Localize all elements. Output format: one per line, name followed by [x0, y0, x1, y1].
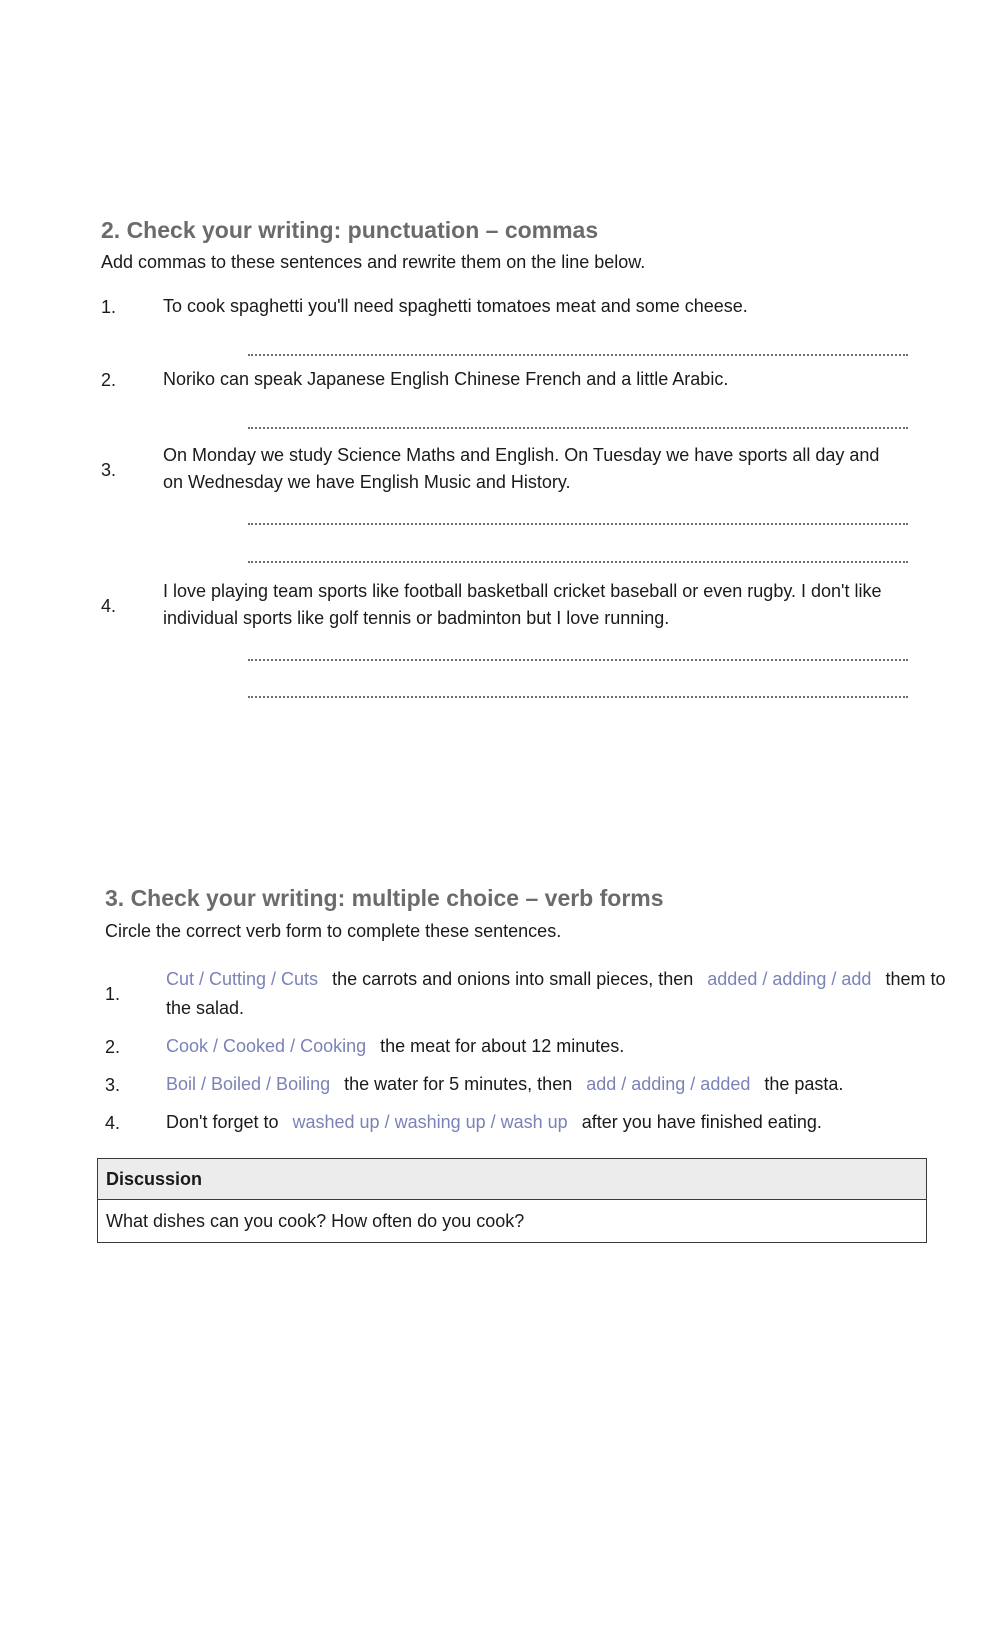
s2-item3-answer-line-2[interactable]	[248, 561, 908, 563]
s3-item4-number: 4.	[105, 1113, 121, 1133]
discussion-question: What dishes can you cook? How often do you cook?	[106, 1211, 525, 1231]
s2-item4-text: I love playing team sports like football basketball cricket baseball or even rugby. I don't like individual sports like golf tennis or badminton but I love running.	[163, 581, 882, 628]
s2-item2-text: Noriko can speak Japanese English Chinese French and a little Arabic.	[163, 369, 729, 389]
s3-item2-choice1[interactable]: Cook / Cooked / Cooking	[166, 1036, 367, 1056]
s3-item4-line	[166, 1109, 822, 1136]
s2-item4-number: 4.	[101, 596, 117, 616]
s3-item3-choice2[interactable]: add / adding / added	[586, 1074, 751, 1094]
s3-item4-text1: after you have finished eating.	[581, 1112, 822, 1132]
s2-item3-answer-line-1[interactable]	[248, 523, 908, 525]
section3-instruction: Circle the correct verb form to complete these sentences.	[105, 921, 562, 941]
s2-item1-number: 1.	[101, 297, 117, 317]
discussion-heading: Discussion	[98, 1159, 926, 1200]
s2-item2-answer-line[interactable]	[248, 427, 908, 429]
s2-item1-text: To cook spaghetti you'll need spaghetti tomatoes meat and some cheese.	[163, 296, 748, 316]
s3-item1-choice2[interactable]: added / adding / add	[707, 969, 872, 989]
s3-item2-text1: the meat for about 12 minutes.	[380, 1036, 625, 1056]
s3-item1-choice1[interactable]: Cut / Cutting / Cuts	[166, 969, 319, 989]
s3-item1-text2: them to	[885, 969, 946, 989]
s2-item3-number: 3.	[101, 460, 117, 480]
s3-item4-text0: Don't forget to	[166, 1112, 279, 1132]
s2-item3-text: On Monday we study Science Maths and English. On Tuesday we have sports all day and on Wednesday we have English Music and History.	[163, 445, 880, 492]
s3-item3-number: 3.	[105, 1075, 121, 1095]
s3-item1-text1: the carrots and onions into small pieces, then	[332, 969, 694, 989]
s2-item4-answer-line-1[interactable]	[248, 659, 908, 661]
s3-item1-text3: the salad.	[166, 998, 245, 1018]
section2-instruction: Add commas to these sentences and rewrite them on the line below.	[101, 252, 646, 272]
discussion-box	[97, 1158, 927, 1243]
section3-title: 3. Check your writing: multiple choice – verb forms	[105, 885, 664, 911]
s3-item3-text1: the water for 5 minutes, then	[344, 1074, 573, 1094]
s3-item3-choice1[interactable]: Boil / Boiled / Boiling	[166, 1074, 331, 1094]
s2-item2-number: 2.	[101, 370, 117, 390]
s3-item4-choice1[interactable]: washed up / washing up / wash up	[292, 1112, 568, 1132]
s3-item2-line	[166, 1033, 624, 1060]
s3-item3-text2: the pasta.	[764, 1074, 844, 1094]
section2-title: 2. Check your writing: punctuation – commas	[101, 217, 599, 243]
s2-item1-answer-line[interactable]	[248, 354, 908, 356]
s3-item1-number: 1.	[105, 984, 121, 1004]
s2-item4-answer-line-2[interactable]	[248, 696, 908, 698]
s3-item3-line	[166, 1071, 843, 1098]
s3-item1-line1	[166, 966, 945, 993]
s3-item2-number: 2.	[105, 1037, 121, 1057]
